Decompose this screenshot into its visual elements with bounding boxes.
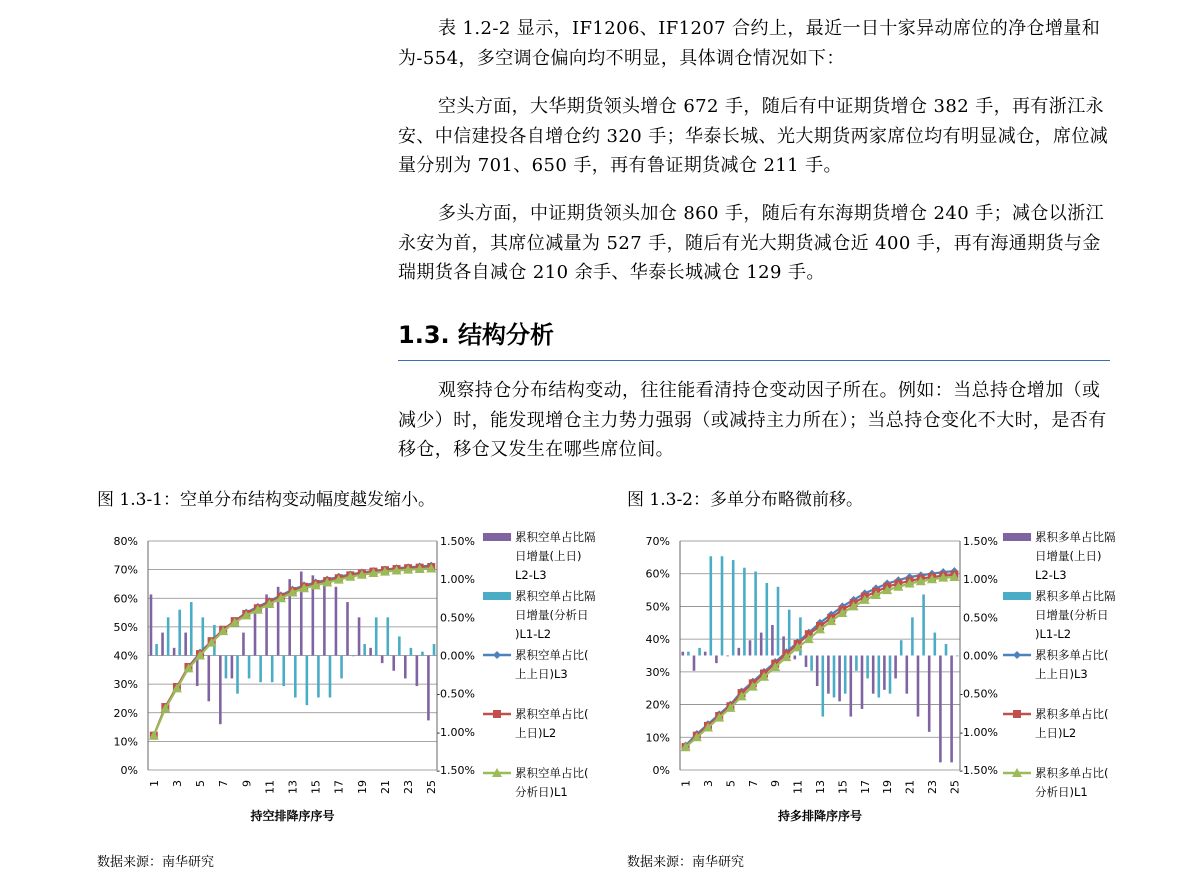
bar — [369, 648, 372, 656]
legend-label: 累积空单占比隔日增量(分析日)L1-L2 — [515, 589, 596, 641]
legend-swatch — [483, 533, 511, 541]
y-right-tick-label: -1.50% — [959, 764, 998, 777]
x-tick-label: 21 — [378, 780, 392, 794]
legend-label: 累积多单占比(上日)L2 — [1035, 707, 1109, 740]
y-left-tick-label: 20% — [645, 698, 670, 712]
series-line — [686, 571, 955, 745]
bar — [950, 656, 953, 763]
bar — [889, 656, 892, 694]
x-tick-label: 13 — [814, 780, 827, 794]
x-tick-label: 19 — [881, 780, 895, 794]
bar — [306, 656, 309, 706]
bar — [225, 656, 228, 679]
legend-marker — [493, 710, 501, 718]
x-tick-label: 7 — [217, 780, 231, 787]
section-divider — [398, 360, 1110, 361]
legend-marker — [1013, 710, 1021, 718]
bar — [911, 617, 914, 655]
bar — [375, 617, 378, 655]
legend-swatch — [483, 592, 511, 600]
y-left-tick-label: 10% — [645, 731, 670, 745]
bar — [433, 644, 436, 655]
y-left-tick-label: 60% — [645, 567, 670, 581]
bar — [866, 656, 869, 679]
x-tick-label: 25 — [425, 780, 439, 794]
paragraph-3: 多头方面，中证期货领头加仓 860 手，随后有东海期货增仓 240 手；减仓以浙江永安为首，其席位减量为 527 手，随后有光大期货减仓近 400 手，再有海通期货与金瑞期货各自减仓 210 余手、华泰长城减仓 129 手。 — [398, 203, 1104, 283]
y-right-tick-label: 1.00% — [963, 573, 998, 587]
figure-caption-right: 图 1.3-2：多单分布略微前移。 — [627, 490, 863, 510]
bar — [771, 625, 774, 656]
bar — [855, 656, 858, 671]
x-tick-label: 25 — [948, 780, 962, 794]
paragraph-2: 空头方面，大华期货领头增仓 672 手，随后有中证期货增仓 382 手，再有浙江永安、中信建投各自增仓约 320 手；华泰长城、光大期货两家席位均有明显减仓，席位减量分别为 701、650 手，再有鲁证期货减仓 211 手。 — [398, 96, 1109, 176]
bar — [317, 656, 320, 698]
y-left-tick-label: 40% — [113, 649, 138, 663]
x-tick-label: 17 — [858, 780, 872, 794]
y-right-tick-label: -0.50% — [959, 687, 998, 701]
bar — [294, 656, 297, 698]
bar — [410, 648, 413, 656]
bar — [698, 648, 701, 656]
legend-label: 累积多单占比(分析日)L1 — [1035, 766, 1109, 799]
x-tick-label: 1 — [679, 780, 693, 787]
y-right-tick-label: 1.50% — [440, 535, 475, 548]
bar — [838, 656, 841, 702]
bar — [248, 656, 251, 679]
source-left: 数据来源：南华研究 — [97, 855, 215, 870]
bar — [766, 583, 769, 656]
bar — [207, 656, 210, 702]
bar — [754, 572, 757, 656]
bar — [760, 633, 763, 656]
y-right-tick-label: -1.00% — [436, 725, 475, 739]
bar — [421, 652, 424, 656]
bar — [704, 652, 707, 656]
legend-swatch — [1003, 592, 1031, 600]
y-left-tick-label: 50% — [113, 620, 138, 634]
y-right-tick-label: -0.50% — [436, 687, 475, 701]
bar — [917, 656, 920, 717]
y-left-tick-label: 0% — [652, 764, 670, 777]
bar — [254, 610, 257, 656]
bar — [861, 656, 864, 709]
legend-label: 累积空单占比(分析日)L1 — [515, 766, 589, 799]
bar — [749, 640, 752, 655]
bar — [878, 656, 881, 698]
legend-label: 累积多单占比(上上日)L3 — [1035, 648, 1109, 681]
x-tick-label: 9 — [240, 780, 254, 787]
bar — [872, 656, 875, 694]
x-axis-label: 持多排降序序号 — [777, 809, 863, 823]
bar — [894, 656, 897, 679]
bar — [805, 656, 808, 667]
x-tick-label: 23 — [926, 780, 939, 794]
bar — [928, 656, 931, 732]
bar — [794, 656, 797, 660]
x-tick-label: 5 — [194, 780, 208, 787]
x-tick-label: 7 — [746, 780, 760, 787]
bar — [726, 656, 729, 657]
y-right-tick-label: 1.00% — [440, 573, 475, 587]
bar — [693, 656, 696, 671]
bar — [173, 648, 176, 656]
bar — [340, 656, 343, 679]
y-left-tick-label: 50% — [645, 600, 670, 614]
bar — [822, 656, 825, 717]
bar — [833, 656, 836, 698]
bar — [687, 652, 690, 656]
y-left-tick-label: 80% — [113, 535, 138, 548]
x-tick-label: 3 — [702, 780, 715, 787]
x-tick-label: 15 — [309, 780, 323, 794]
long-position-chart — [625, 528, 1145, 828]
bar — [945, 644, 948, 655]
bar — [184, 633, 187, 656]
source-right: 数据来源：南华研究 — [627, 855, 745, 870]
bar — [178, 610, 181, 656]
bar — [404, 656, 407, 679]
bar — [335, 587, 338, 656]
y-left-tick-label: 10% — [113, 735, 138, 749]
bar — [329, 656, 332, 698]
bar — [743, 568, 746, 656]
bar — [386, 617, 389, 655]
y-right-tick-label: 0.00% — [963, 649, 998, 663]
figure-caption-left: 图 1.3-1：空单分布结构变动幅度越发缩小。 — [97, 490, 435, 510]
x-tick-label: 21 — [903, 780, 917, 794]
series-line — [686, 575, 955, 747]
bar — [167, 617, 170, 655]
x-tick-label: 1 — [147, 780, 161, 787]
bar — [427, 656, 430, 721]
x-tick-label: 11 — [263, 780, 277, 794]
x-tick-label: 13 — [286, 780, 300, 794]
y-left-tick-label: 70% — [645, 535, 670, 548]
legend-swatch — [1003, 533, 1031, 541]
legend-marker — [1013, 651, 1021, 659]
bar — [236, 656, 239, 694]
bar — [883, 656, 886, 690]
bar — [777, 587, 780, 656]
y-right-tick-label: 0.00% — [440, 649, 475, 663]
bar — [352, 656, 355, 657]
bar — [398, 636, 401, 655]
y-left-tick-label: 20% — [113, 706, 138, 720]
bar — [682, 652, 685, 656]
section-number: 1.3. — [398, 321, 450, 349]
bar — [416, 656, 419, 687]
bar — [939, 656, 942, 763]
bar — [155, 644, 158, 655]
bar — [738, 648, 741, 656]
y-left-tick-label: 30% — [645, 665, 670, 679]
bar — [219, 656, 222, 725]
x-axis-label: 持空排降序序号 — [250, 809, 335, 823]
y-right-tick-label: 0.50% — [963, 611, 998, 625]
bar — [346, 602, 349, 655]
x-tick-label: 15 — [836, 780, 850, 794]
bar — [392, 656, 395, 671]
y-left-tick-label: 30% — [113, 678, 138, 692]
section-heading — [398, 315, 554, 350]
section-title: 结构分析 — [458, 321, 554, 349]
legend-label: 累积空单占比隔日增量(上日) L2-L3 — [515, 530, 596, 582]
x-tick-label: 9 — [769, 780, 783, 787]
x-tick-label: 17 — [332, 780, 346, 794]
bar — [323, 579, 326, 655]
x-tick-label: 3 — [170, 780, 184, 787]
bar — [906, 656, 909, 694]
y-left-tick-label: 0% — [120, 764, 138, 777]
bar — [922, 594, 925, 655]
bar — [242, 633, 245, 656]
paragraph-4: 观察持仓分布结构变动，往往能看清持仓变动因子所在。例如：当总持仓增加（或减少）时，能发现增仓主力势力强弱（或减持主力所在）；当总持仓变化不大时，是否有移仓，移仓又发生在哪些席位间。 — [398, 380, 1107, 460]
x-tick-label: 5 — [724, 780, 738, 787]
bar — [850, 656, 853, 717]
bar — [271, 656, 274, 683]
legend-label: 累积多单占比隔日增量(上日) L2-L3 — [1035, 530, 1116, 582]
series-line — [686, 577, 955, 747]
paragraph-1: 表 1.2-2 显示，IF1206、IF1207 合约上，最近一日十家异动席位的净仓增量和为-554，多空调仓偏向均不明显，具体调仓情况如下： — [398, 18, 1101, 69]
bar — [956, 656, 959, 657]
bar — [934, 633, 937, 656]
y-right-tick-label: 1.50% — [963, 535, 998, 548]
bar — [844, 656, 847, 694]
y-left-tick-label: 40% — [645, 633, 670, 647]
bar — [721, 556, 724, 655]
bar — [900, 640, 903, 655]
bar — [715, 656, 718, 664]
bar — [161, 633, 164, 656]
short-position-chart — [95, 528, 596, 828]
x-tick-label: 11 — [791, 780, 805, 794]
x-tick-label: 23 — [402, 780, 416, 794]
legend-marker — [493, 651, 501, 659]
bar — [259, 656, 262, 683]
bar — [190, 602, 193, 655]
bar — [810, 656, 813, 671]
legend-label: 累积空单占比(上上日)L3 — [515, 648, 589, 681]
x-tick-label: 19 — [355, 780, 369, 794]
bar — [827, 656, 830, 694]
bar — [358, 617, 361, 655]
y-left-tick-label: 70% — [113, 563, 138, 577]
bar — [381, 656, 384, 664]
legend-label: 累积多单占比隔日增量(分析日)L1-L2 — [1035, 589, 1116, 641]
y-right-tick-label: 0.50% — [440, 611, 475, 625]
y-left-tick-label: 60% — [113, 592, 138, 606]
bar — [816, 656, 819, 687]
bar — [710, 556, 713, 655]
legend-label: 累积空单占比(上日)L2 — [515, 707, 589, 740]
bar — [363, 644, 366, 655]
bar — [150, 594, 153, 655]
bar — [231, 656, 234, 679]
y-right-tick-label: -1.00% — [959, 725, 998, 739]
bar — [282, 656, 285, 687]
y-right-tick-label: -1.50% — [436, 764, 475, 777]
bar — [732, 560, 735, 655]
